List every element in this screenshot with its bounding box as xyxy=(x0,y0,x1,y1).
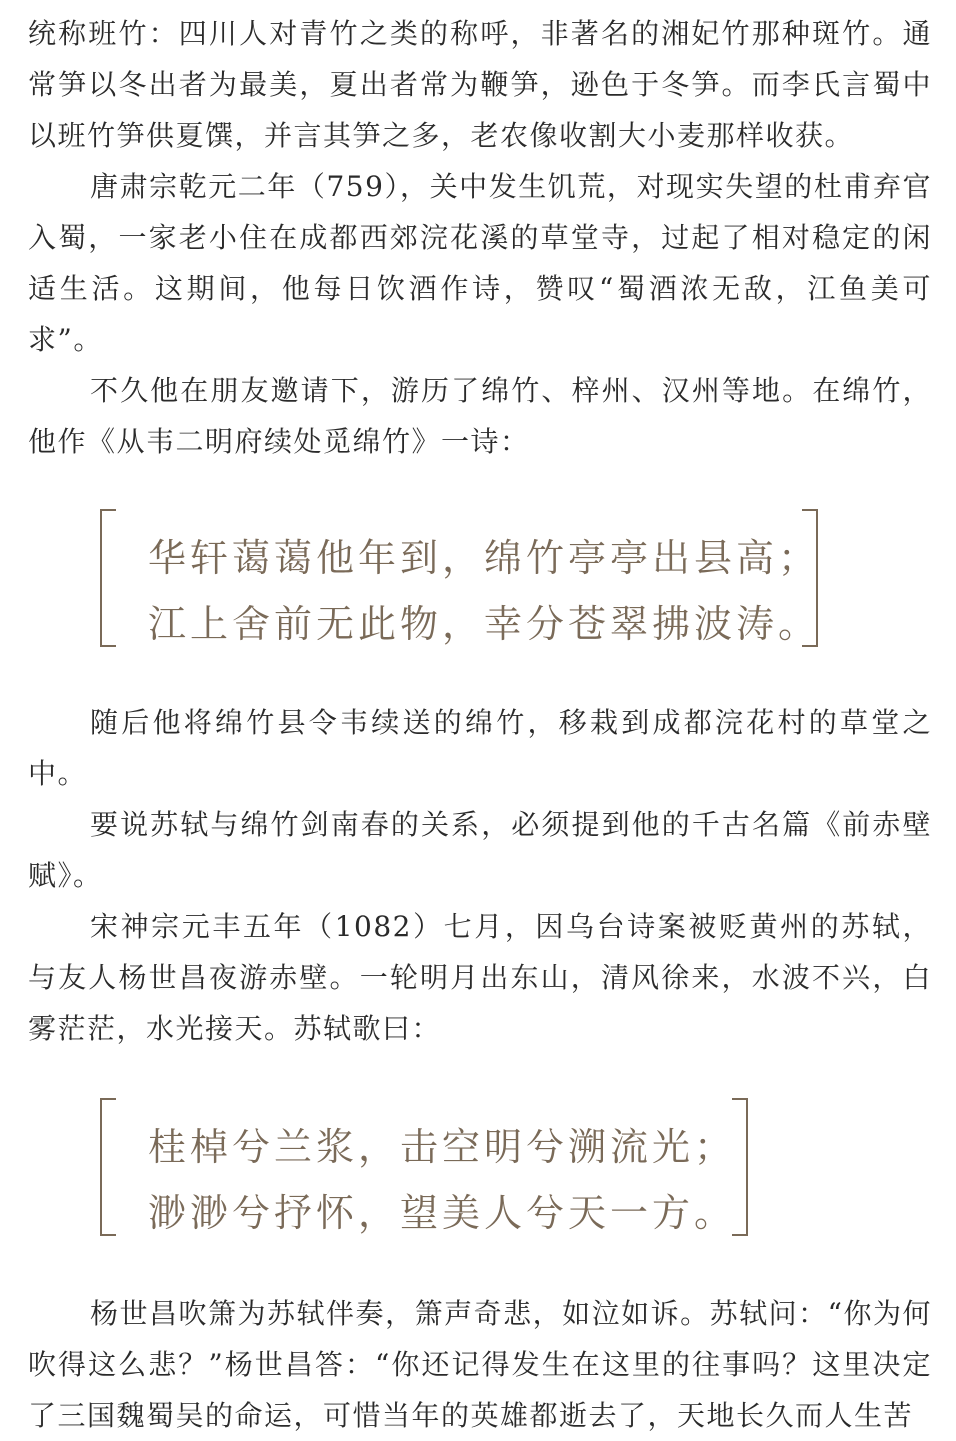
poem-block xyxy=(100,509,821,647)
bracket-left xyxy=(100,1098,116,1236)
poem-line: 桂棹兮兰浆，击空明兮溯流光； xyxy=(148,1125,737,1169)
paragraph: 要说苏轼与绵竹剑南春的关系，必须提到他的千古名篇《前赤壁赋》。 xyxy=(28,808,932,892)
paragraph: 宋神宗元丰五年（1082）七月，因乌台诗案被贬黄州的苏轼，与友人杨世昌夜游赤壁。一轮明月出东山，清风徐来，水波不兴，白雾茫茫，水光接天。苏轼歌曰： xyxy=(28,910,932,1045)
paragraph: 唐肃宗乾元二年（759），关中发生饥荒，对现实失望的杜甫弃官入蜀，一家老小住在成都西郊浣花溪的草堂寺，过起了相对稳定的闲适生活。这期间，他每日饮酒作诗，赞叹“蜀酒浓无敌，江鱼美可求”。 xyxy=(28,170,932,356)
paragraph: 不久他在朋友邀请下，游历了绵竹、梓州、汉州等地。在绵竹，他作《从韦二明府续处觅绵竹》一诗： xyxy=(28,374,932,458)
bracket-right xyxy=(802,509,818,647)
poem-block xyxy=(100,1098,748,1236)
paragraph: 统称班竹：四川人对青竹之类的称呼，非著名的湘妃竹那种斑竹。通常笋以冬出者为最美，夏出者常为鞭笋，逊色于冬笋。而李氏言蜀中以班竹笋供夏馔，并言其笋之多，老农像收割大小麦那样收获。 xyxy=(28,17,932,152)
paragraph: 随后他将绵竹县令韦续送的绵竹，移栽到成都浣花村的草堂之中。 xyxy=(28,706,932,790)
document-page xyxy=(28,0,932,1441)
bracket-left xyxy=(100,509,116,647)
paragraph: 杨世昌吹箫为苏轼伴奏，箫声奇悲，如泣如诉。苏轼问：“你为何吹得这么悲？”杨世昌答：“你还记得发生在这里的往事吗？这里决定了三国魏蜀吴的命运，可惜当年的英雄都逝去了，天地长久而人生苦 xyxy=(28,1297,932,1432)
poem-line: 渺渺兮抒怀，望美人兮天一方。 xyxy=(148,1191,737,1235)
poem-line: 华轩蔼蔼他年到，绵竹亭亭出县高； xyxy=(148,536,821,580)
bracket-right xyxy=(732,1098,748,1236)
poem-line: 江上舍前无此物，幸分苍翠拂波涛。 xyxy=(148,602,821,646)
